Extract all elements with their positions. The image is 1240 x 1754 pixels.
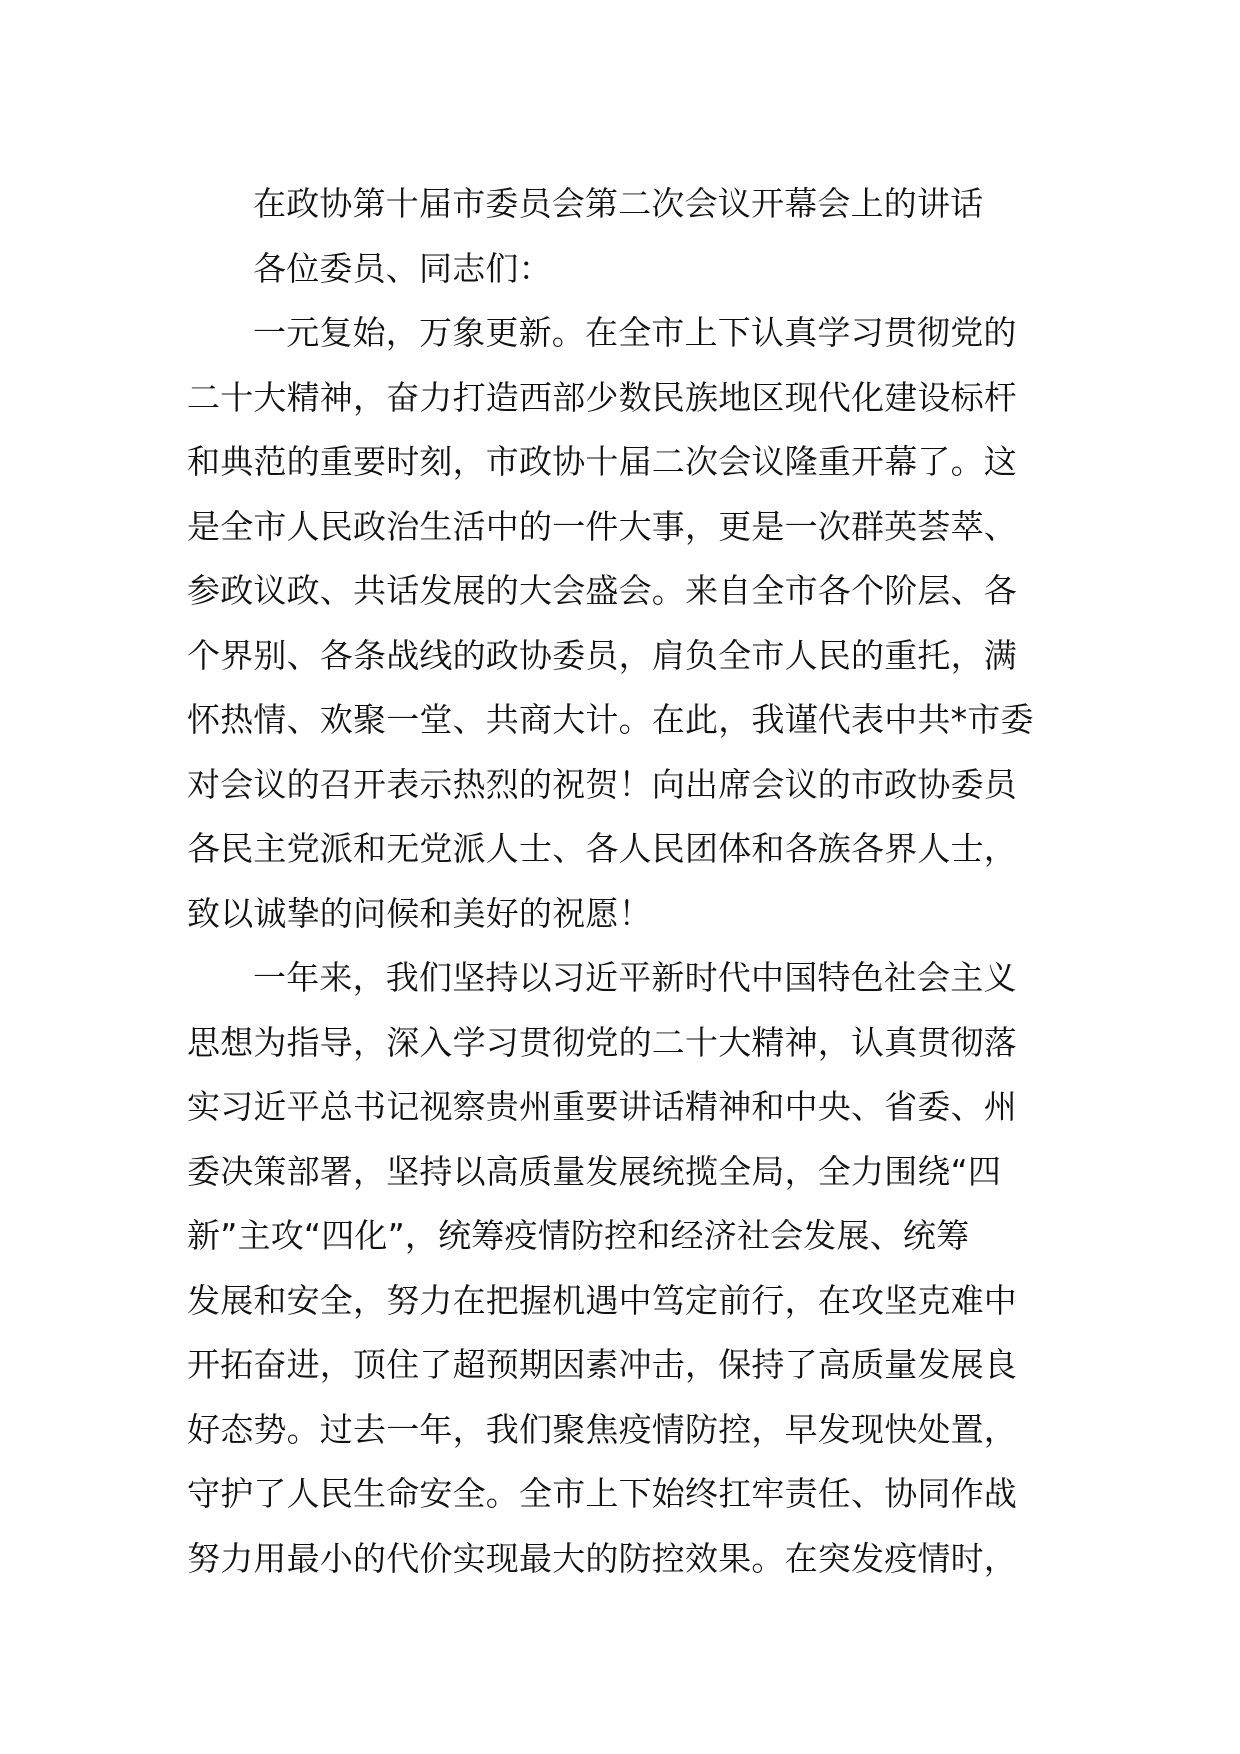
paragraph-line: 好态势。过去一年，我们聚焦疫情防控，早发现快处置，: [187, 1409, 1017, 1449]
paragraph-line: 是全市人民政治生活中的一件大事，更是一次群英荟萃、: [187, 506, 1017, 546]
paragraph-line: 参政议政、共话发展的大会盛会。来自全市各个阶层、各: [187, 571, 1017, 610]
paragraph-line: 委决策部署，坚持以高质量发展统揽全局，全力围绕“四: [187, 1151, 1002, 1191]
greeting-line: 各位委员、同志们：: [253, 248, 552, 288]
paragraph-line: 和典范的重要时刻，市政协十届二次会议隆重开幕了。这: [187, 442, 1017, 481]
paragraph-line: 对会议的召开表示热烈的祝贺！向出席会议的市政协委员: [187, 764, 1017, 804]
paragraph-line: 开拓奋进，顶住了超预期因素冲击，保持了高质量发展良: [187, 1345, 1017, 1384]
document-title: 在政协第十届市委员会第二次会议开幕会上的讲话: [253, 184, 984, 223]
document-body: [187, 172, 1053, 1591]
paragraph-line: 努力用最小的代价实现最大的防控效果。在突发疫情时，: [187, 1538, 1017, 1578]
paragraph-line: 思想为指导，深入学习贯彻党的二十大精神，认真贯彻落: [187, 1022, 1017, 1062]
paragraph-line: 二十大精神，奋力打造西部少数民族地区现代化建设标杆: [187, 377, 1017, 417]
paragraph-line: 发展和安全，努力在把握机遇中笃定前行，在攻坚克难中: [187, 1280, 1017, 1320]
paragraph-1: [187, 301, 1053, 946]
paragraph-line: 一年来，我们坚持以习近平新时代中国特色社会主义: [253, 958, 1017, 997]
paragraph-2: [187, 946, 1053, 1591]
paragraph-line: 怀热情、欢聚一堂、共商大计。在此，我谨代表中共*市委: [187, 700, 1034, 739]
paragraph-line: 各民主党派和无党派人士、各人民团体和各族各界人士，: [187, 829, 1017, 868]
paragraph-line: 实习近平总书记视察贵州重要讲话精神和中央、省委、州: [187, 1087, 1017, 1126]
paragraph-line: 守护了人民生命安全。全市上下始终扛牢责任、协同作战: [187, 1474, 1017, 1513]
paragraph-line: 一元复始，万象更新。在全市上下认真学习贯彻党的: [253, 313, 1017, 352]
paragraph-line: 个界别、各条战线的政协委员，肩负全市人民的重托，满: [187, 635, 1017, 675]
paragraph-line: 新”主攻“四化”，统筹疫情防控和经济社会发展、统筹: [187, 1216, 970, 1255]
paragraph-line: 致以诚挚的问候和美好的祝愿！: [187, 893, 652, 933]
